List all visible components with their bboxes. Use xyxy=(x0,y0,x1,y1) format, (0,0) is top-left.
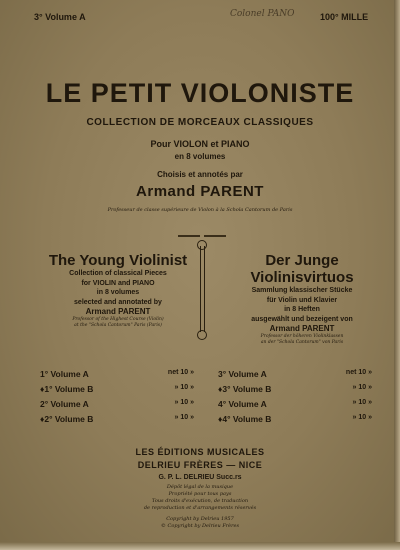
paper-edge xyxy=(0,542,400,550)
volume-name: ♦1° Volume B xyxy=(40,384,94,394)
german-title: Der Junge Violinisvirtuos xyxy=(250,252,354,286)
subtitle: COLLECTION DE MORCEAUX CLASSIQUES xyxy=(86,117,314,128)
german-line: für Violin und Klavier xyxy=(266,296,338,304)
volume-price: » 10 » xyxy=(352,399,372,406)
volume-row xyxy=(40,369,200,384)
volume-row xyxy=(40,399,200,414)
volume-name: 3° Volume A xyxy=(218,369,267,379)
english-title: The Young Violinist xyxy=(48,252,188,269)
english-column xyxy=(38,252,198,329)
volume-price: » 10 » xyxy=(174,414,194,421)
german-author: Armand PARENT xyxy=(269,324,335,333)
instrument-line: Pour VIOLON et PIANO xyxy=(150,139,250,149)
volume-row xyxy=(218,414,378,429)
german-note: an der "Schola Cantorum" von Paris xyxy=(260,340,344,345)
volume-name: 4° Volume A xyxy=(218,399,267,409)
volumes-line: en 8 volumes xyxy=(174,152,226,161)
german-note: Professor der höheren Violinklassen xyxy=(260,334,344,339)
volume-row xyxy=(40,414,200,429)
publisher-name: LES ÉDITIONS MUSICALES xyxy=(135,447,265,457)
author-note: Professeur de classe supérieure de Violon à la Schola Cantorum de Paris xyxy=(107,207,293,213)
volume-price: » 10 » xyxy=(174,384,194,391)
german-line: in 8 Heften xyxy=(284,306,320,313)
english-line: for VIOLIN and PIANO xyxy=(81,279,155,287)
copyright-line: Copyright by Delrieu 1957 xyxy=(166,516,234,522)
edition-count: 100° MILLE xyxy=(320,12,369,22)
dash-ornament xyxy=(204,235,226,237)
legal-line: de reproduction et d'arrangements réservés xyxy=(143,505,257,511)
volume-price: » 10 » xyxy=(352,384,372,391)
volume-price: net 10 » xyxy=(167,369,194,376)
volume-price: net 10 » xyxy=(345,369,372,376)
legal-line: Tous droits d'exécution, de traduction xyxy=(151,498,249,504)
english-note: Professor of the Highest Course (Violin) xyxy=(72,317,164,322)
english-author: Armand PARENT xyxy=(85,307,151,316)
volume-row-selected xyxy=(218,369,378,384)
volume-name: 1° Volume A xyxy=(40,369,89,379)
chosen-by-line: Choisis et annotés par xyxy=(157,170,243,179)
handwritten-stamp: Colonel PANO xyxy=(230,9,295,19)
paper-edge xyxy=(394,0,400,550)
publisher-location: DELRIEU FRÈRES — NICE xyxy=(137,460,263,470)
volume-name: ♦4° Volume B xyxy=(218,414,272,424)
volume-row xyxy=(218,384,378,399)
volume-price: » 10 » xyxy=(352,414,372,421)
volume-name: 2° Volume A xyxy=(40,399,89,409)
author-name: Armand PARENT xyxy=(136,183,264,200)
volume-list-right xyxy=(218,369,378,429)
german-line: ausgewählt und bezeigent von xyxy=(251,315,353,323)
english-note: at the "Schola Cantorum" Paris (Paris) xyxy=(74,323,162,328)
german-line: Sammlung klassischer Stücke xyxy=(251,287,353,294)
legal-line: Propriété pour tous pays xyxy=(168,491,232,497)
volume-list-left xyxy=(40,369,200,429)
column-divider xyxy=(200,246,205,332)
volume-name: ♦3° Volume B xyxy=(218,384,272,394)
english-line: selected and annotated by xyxy=(74,298,162,306)
volume-label: 3° Volume A xyxy=(34,12,86,22)
copyright-line: © Copyright by Delrieu Frères xyxy=(160,523,240,529)
volume-price: » 10 » xyxy=(174,399,194,406)
main-title: LE PETIT VIOLONISTE xyxy=(45,78,355,108)
english-line: in 8 volumes xyxy=(96,289,140,296)
volume-name: ♦2° Volume B xyxy=(40,414,94,424)
volume-row xyxy=(40,384,200,399)
german-column xyxy=(222,252,382,346)
dash-ornament xyxy=(178,235,200,237)
publisher-successors: G. P. L. DELRIEU Succ.rs xyxy=(158,474,242,481)
divider-ornament xyxy=(197,330,207,340)
legal-line: Dépôt légal de la musique xyxy=(166,484,234,490)
english-line: Collection of classical Pieces xyxy=(69,270,167,277)
volume-row xyxy=(218,399,378,414)
